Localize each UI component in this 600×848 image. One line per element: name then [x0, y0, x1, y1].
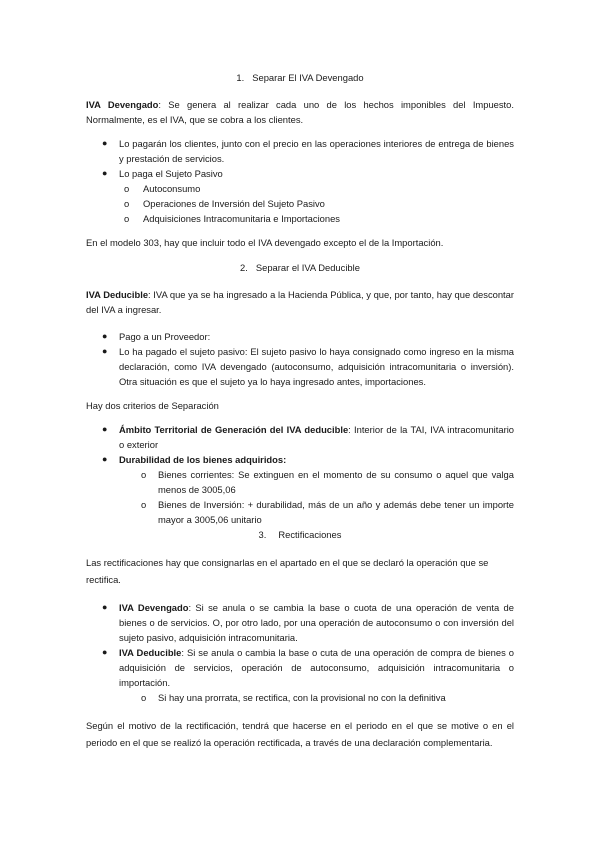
paragraph-motivo: Según el motivo de la rectificación, tendrá que hacerse en el periodo en el que se motive o en el periodo en el que se realizó la operación rectificada, a través de una declaración complementaria. [86, 720, 514, 748]
list-item [86, 329, 514, 344]
bullet-icon: ● [102, 602, 108, 612]
list-item [86, 166, 514, 226]
sublist-item-text: Si hay una prorrata, se rectifica, con la provisional no con la definitiva [158, 692, 446, 703]
list-item [86, 452, 514, 527]
sublist-item [86, 467, 514, 497]
sublist-item-text: Bienes corrientes: Se extinguen en el momento de su consumo o aquel que valga menos de 3005,06 [158, 469, 514, 495]
sublist-item [86, 211, 514, 226]
sublist-item-text: Operaciones de Inversión del Sujeto Pasivo [143, 198, 325, 209]
list-item-text: Pago a un Proveedor: [119, 331, 211, 342]
bullet-icon: ● [102, 138, 108, 148]
term-iva-devengado: IVA Devengado [86, 99, 159, 110]
term-durabilidad: Durabilidad de los bienes adquiridos [119, 454, 284, 465]
definition-iva-devengado: : Se genera al realizar cada uno de los hechos imponibles del Impuesto. Normalmente, es el IVA, que se cobra a los clientes. [86, 99, 514, 125]
section-3-text: Rectificaciones [278, 529, 342, 540]
list-criterios [86, 422, 514, 527]
paragraph-criterios: Hay dos criterios de Separación [86, 400, 219, 411]
sublist-item-text: Bienes de Inversión: + durabilidad, más de un año y además debe tener un importe mayor a 3005,06 unitario [158, 499, 514, 525]
sublist-item [86, 181, 514, 196]
paragraph-iva-devengado [86, 97, 514, 127]
section-2-text: Separar el IVA Deducible [255, 262, 360, 273]
section-3-number: 3. [258, 529, 267, 540]
paragraph-modelo-303: En el modelo 303, hay que incluir todo el IVA devengado excepto el de la Importación. [86, 237, 444, 248]
circle-bullet-icon: o [124, 198, 130, 209]
section-1-title [86, 70, 514, 85]
bullet-icon: ● [102, 168, 108, 178]
document-page [86, 60, 514, 751]
list-item [86, 136, 514, 166]
circle-bullet-icon: o [141, 469, 147, 480]
list-item-text: : Si se anula o se cambia la base o cuota de una operación de venta de bienes o de servicios. O, por otro lado, por una operación de autoconsumo o con inversión del sujeto pasivo, adquisición intracomunitaria. [119, 602, 514, 643]
list-item [86, 645, 514, 705]
term-ambito-territorial: Ámbito Territorial de Generación del IVA deducible [119, 424, 349, 435]
bullet-icon: ● [102, 424, 108, 434]
section-1-text: Separar El IVA Devengado [252, 72, 364, 83]
list-item-text: Lo paga el Sujeto Pasivo [119, 168, 223, 179]
paragraph-iva-deducible [86, 287, 514, 317]
sublist-item [86, 196, 514, 211]
sublist-bienes [86, 467, 514, 527]
section-2-title [86, 260, 514, 275]
circle-bullet-icon: o [141, 499, 147, 510]
circle-bullet-icon: o [124, 213, 130, 224]
bullet-icon: ● [102, 647, 108, 657]
list-item [86, 600, 514, 645]
sublist-item-text: Autoconsumo [143, 183, 201, 194]
list-rectificaciones [86, 600, 514, 705]
circle-bullet-icon: o [141, 692, 147, 703]
sublist-prorrata [86, 690, 514, 705]
section-2-number: 2. [240, 262, 248, 273]
list-deducible [86, 329, 514, 389]
bullet-icon: ● [102, 346, 108, 356]
term-iva-devengado-rect: IVA Devengado [119, 602, 189, 613]
list-item [86, 422, 514, 452]
bullet-icon: ● [102, 454, 108, 464]
definition-iva-deducible: : IVA que ya se ha ingresado a la Hacienda Pública, y que, por tanto, hay que descontar del IVA a ingresar. [86, 289, 514, 315]
bullet-icon: ● [102, 331, 108, 341]
list-item [86, 344, 514, 389]
list-item-text: : [283, 454, 287, 465]
list-item-text: : Si se anula o cambia la base o cuta de una operación de compra de bienes o adquisición de servicios, operación de autoconsumo, adquisición intracomunitaria o importación. [119, 647, 514, 688]
sublist-item [86, 690, 514, 705]
paragraph-rectificaciones: Las rectificaciones hay que consignarlas en el apartado en el que se declaró la operación que se rectifica. [86, 557, 489, 585]
list-item-text: Lo ha pagado el sujeto pasivo: El sujeto pasivo lo haya consignado como ingreso en la misma declaración, como IVA devengado (autoconsumo, adquisición intracomunitaria o inversión). Otra situación es que el sujeto ya lo haya ingresado antes, importaciones. [119, 346, 514, 387]
term-iva-deducible-rect: IVA Deducible [119, 647, 182, 658]
list-devengado [86, 136, 514, 226]
sublist-item [86, 497, 514, 527]
circle-bullet-icon: o [124, 183, 130, 194]
term-iva-deducible: IVA Deducible [86, 289, 149, 300]
sublist-item-text: Adquisiciones Intracomunitaria e Importaciones [143, 213, 340, 224]
sublist-sujeto-pasivo [86, 181, 514, 226]
list-item-text: : Interior de la TAI, IVA intracomunitario o exterior [119, 424, 514, 450]
section-3-title [86, 527, 514, 542]
section-1-number: 1. [236, 72, 245, 83]
list-item-text: Lo pagarán los clientes, junto con el precio en las operaciones interiores de entrega de bienes y prestación de servicios. [119, 138, 514, 164]
